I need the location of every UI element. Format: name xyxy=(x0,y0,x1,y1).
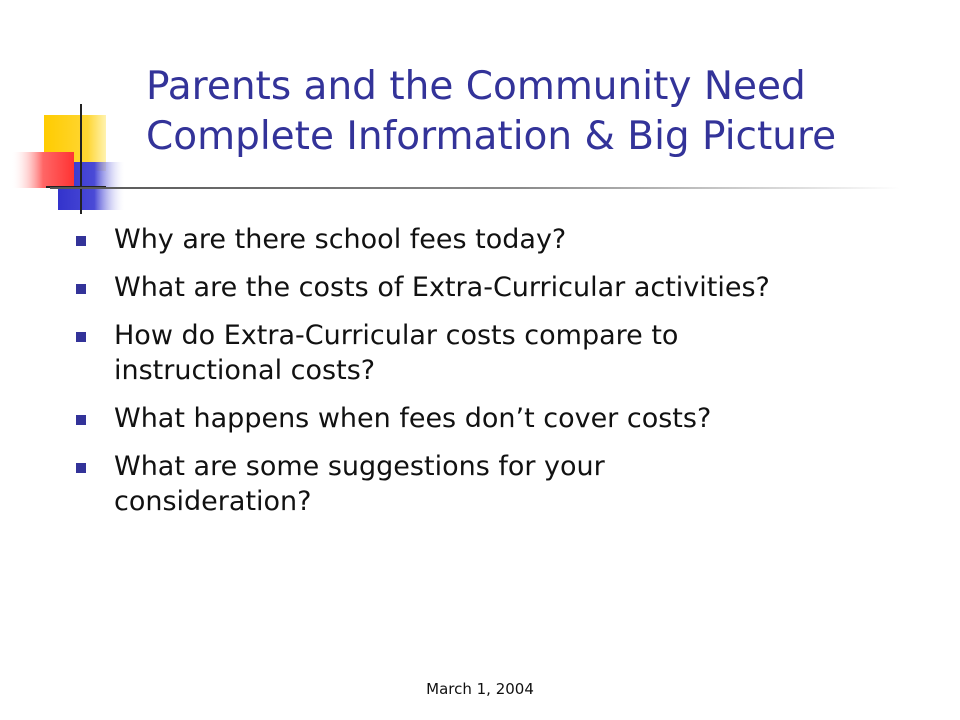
bullet-text: How do Extra-Curricular costs compare to xyxy=(114,320,679,351)
bullet-list xyxy=(76,222,926,532)
bullet-item xyxy=(76,222,926,257)
slide-title xyxy=(146,62,936,162)
bullet-text: What happens when fees don’t cover costs? xyxy=(114,403,712,434)
title-divider xyxy=(50,187,900,189)
square-bullet-icon xyxy=(76,332,86,342)
bullet-item xyxy=(76,270,926,305)
bullet-item xyxy=(76,401,926,436)
bullet-text-continued: instructional costs? xyxy=(114,355,376,386)
bullet-text: What are the costs of Extra-Curricular activities? xyxy=(114,272,770,303)
square-bullet-icon xyxy=(76,463,86,473)
footer-date: March 1, 2004 xyxy=(426,680,534,698)
bullet-text: Why are there school fees today? xyxy=(114,224,567,255)
color-blocks-icon xyxy=(0,0,140,230)
bullet-text: What are some suggestions for your xyxy=(114,451,605,482)
slide-title-line-1: Parents and the Community Need xyxy=(146,64,806,109)
slide-title-line-2: Complete Information & Big Picture xyxy=(146,114,837,159)
square-bullet-icon xyxy=(76,415,86,425)
red-block xyxy=(12,152,74,188)
vertical-rule xyxy=(80,104,82,214)
square-bullet-icon xyxy=(76,284,86,294)
bullet-item xyxy=(76,449,926,519)
bullet-text-continued: consideration? xyxy=(114,486,312,517)
square-bullet-icon xyxy=(76,236,86,246)
bullet-item xyxy=(76,318,926,388)
